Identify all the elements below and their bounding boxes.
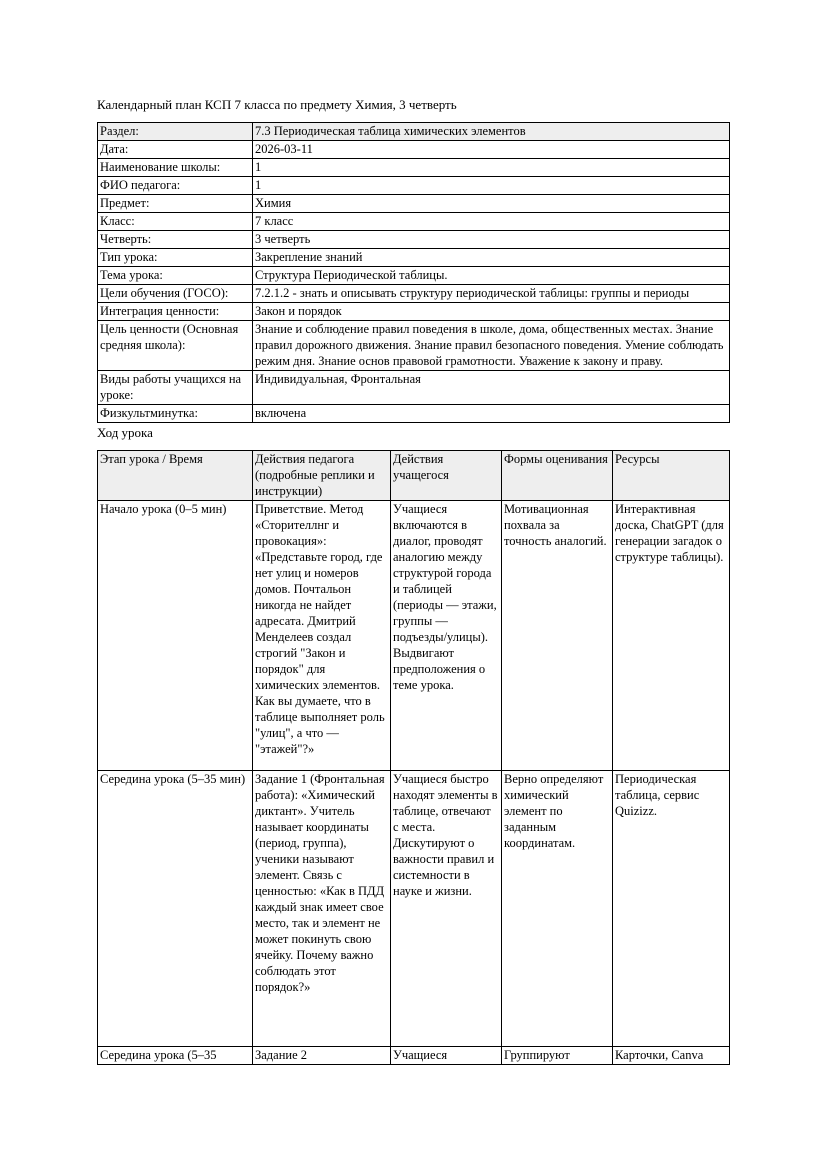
lesson-header-cell: Действия учащегося [391, 451, 502, 501]
stage-time-cell [98, 771, 253, 1047]
info-table-row [98, 321, 730, 371]
info-label-cell: Предмет: [98, 195, 253, 213]
info-label-cell: Физкультминутка: [98, 405, 253, 423]
info-label-cell: Тип урока: [98, 249, 253, 267]
info-table-row [98, 159, 730, 177]
stage-time-cell [98, 1047, 253, 1065]
lesson-table-body [98, 501, 730, 1065]
info-value-cell: 7.3 Периодическая таблица химических элементов [253, 123, 730, 141]
lesson-flow-heading: Ход урока [97, 425, 153, 440]
lesson-header-cell: Формы оценивания [502, 451, 613, 501]
lesson-header-cell: Этап урока / Время [98, 451, 253, 501]
info-label-cell: Раздел: [98, 123, 253, 141]
resources-text: Карточки, Canva [615, 1048, 704, 1062]
student-actions-cell [391, 501, 502, 771]
info-table-row [98, 213, 730, 231]
info-value-cell: 7.2.1.2 - знать и описывать структуру периодической таблицы: группы и периоды [253, 285, 730, 303]
info-value-cell: Знание и соблюдение правил поведения в школе, дома, общественных местах. Знание правил дорожного движения. Знание правил безопасного поведения. Умение соблюдать режим дня. Знание основ правовой грамотности. Уважение к закону и праву. [253, 321, 730, 371]
info-value-cell: 3 четверть [253, 231, 730, 249]
info-label-cell: Дата: [98, 141, 253, 159]
lesson-info-table [97, 122, 730, 423]
info-table-row [98, 405, 730, 423]
info-table-body [98, 123, 730, 423]
assessment-text: Группируют [504, 1048, 570, 1062]
info-value-cell: 1 [253, 159, 730, 177]
resources-cell [613, 771, 730, 1047]
info-label-cell: Интеграция ценности: [98, 303, 253, 321]
info-table-row [98, 267, 730, 285]
lesson-header-cell: Ресурсы [613, 451, 730, 501]
info-value-cell: включена [253, 405, 730, 423]
info-table-row [98, 303, 730, 321]
student-actions-text: Учащиеся включаются в диалог, проводят аналогию между структурой города и таблицей (периоды — этажи, группы — подъезды/улицы). Выдвигают предположения о теме урока. [393, 502, 497, 692]
stage-time-text: Середина урока (5–35 [100, 1048, 217, 1062]
info-table-row [98, 249, 730, 267]
stage-time-text: Середина урока (5–35 мин) [100, 772, 246, 786]
info-table-row [98, 177, 730, 195]
assessment-text: Мотивационная похвала за точность аналогий. [504, 502, 607, 548]
info-table-row [98, 285, 730, 303]
info-label-cell: Тема урока: [98, 267, 253, 285]
student-actions-text: Учащиеся быстро находят элементы в таблице, отвечают с места. Дискутируют о важности правил и системности в науке и жизни. [393, 772, 498, 898]
info-label-cell: Четверть: [98, 231, 253, 249]
teacher-actions-cell [253, 501, 391, 771]
assessment-cell [502, 1047, 613, 1065]
stage-time-text: Начало урока (0–5 мин) [100, 502, 227, 516]
lesson-table-row [98, 1047, 730, 1065]
info-value-cell: Структура Периодической таблицы. [253, 267, 730, 285]
info-table-row [98, 195, 730, 213]
info-value-cell: 2026-03-11 [253, 141, 730, 159]
assessment-cell [502, 771, 613, 1047]
info-label-cell: ФИО педагога: [98, 177, 253, 195]
lesson-header-row [98, 451, 730, 501]
document-page [97, 97, 730, 1065]
lesson-flow-table [97, 450, 730, 1065]
info-table-row [98, 123, 730, 141]
info-value-cell: Индивидуальная, Фронтальная [253, 371, 730, 405]
student-actions-text: Учащиеся [393, 1048, 448, 1062]
info-label-cell: Класс: [98, 213, 253, 231]
teacher-actions-text: Задание 1 (Фронтальная работа): «Химический диктант». Учитель называет координаты (период, группа), ученики называют элемент. Связь с ценностью: «Как в ПДД каждый знак имеет свое место, так и элемент не может покинуть свою ячейку. Почему важно соблюдать этот порядок?» [255, 772, 385, 994]
page-title: Календарный план КСП 7 класса по предмету Химия, 3 четверть [97, 97, 457, 112]
info-label-cell: Цели обучения (ГОСО): [98, 285, 253, 303]
assessment-cell [502, 501, 613, 771]
lesson-table-row [98, 771, 730, 1047]
student-actions-cell [391, 771, 502, 1047]
teacher-actions-text: Приветствие. Метод «Сторителлнг и провокация»: «Представьте город, где нет улиц и номеров домов. Почтальон никогда не найдет адресата. Дмитрий Менделеев создал строгий "Закон и порядок" для химических элементов. Как вы думаете, что в таблице выполняет роль "улиц", а что — "этажей"?» [255, 502, 385, 756]
student-actions-cell [391, 1047, 502, 1065]
teacher-actions-text: Задание 2 [255, 1048, 308, 1062]
lesson-header-cell: Действия педагога (подробные реплики и инструкции) [253, 451, 391, 501]
info-table-row [98, 141, 730, 159]
info-value-cell: 1 [253, 177, 730, 195]
resources-text: Периодическая таблица, сервис Quizizz. [615, 772, 700, 818]
info-value-cell: Химия [253, 195, 730, 213]
teacher-actions-cell [253, 1047, 391, 1065]
info-label-cell: Виды работы учащихся на уроке: [98, 371, 253, 405]
assessment-text: Верно определяют химический элемент по заданным координатам. [504, 772, 604, 850]
resources-cell [613, 1047, 730, 1065]
info-value-cell: Закрепление знаний [253, 249, 730, 267]
resources-cell [613, 501, 730, 771]
info-label-cell: Цель ценности (Основная средняя школа): [98, 321, 253, 371]
teacher-actions-cell [253, 771, 391, 1047]
info-table-row [98, 231, 730, 249]
info-value-cell: 7 класс [253, 213, 730, 231]
info-value-cell: Закон и порядок [253, 303, 730, 321]
resources-text: Интерактивная доска, ChatGPT (для генерации загадок о структуре таблицы). [615, 502, 724, 564]
info-label-cell: Наименование школы: [98, 159, 253, 177]
info-table-row [98, 371, 730, 405]
lesson-table-row [98, 501, 730, 771]
stage-time-cell [98, 501, 253, 771]
